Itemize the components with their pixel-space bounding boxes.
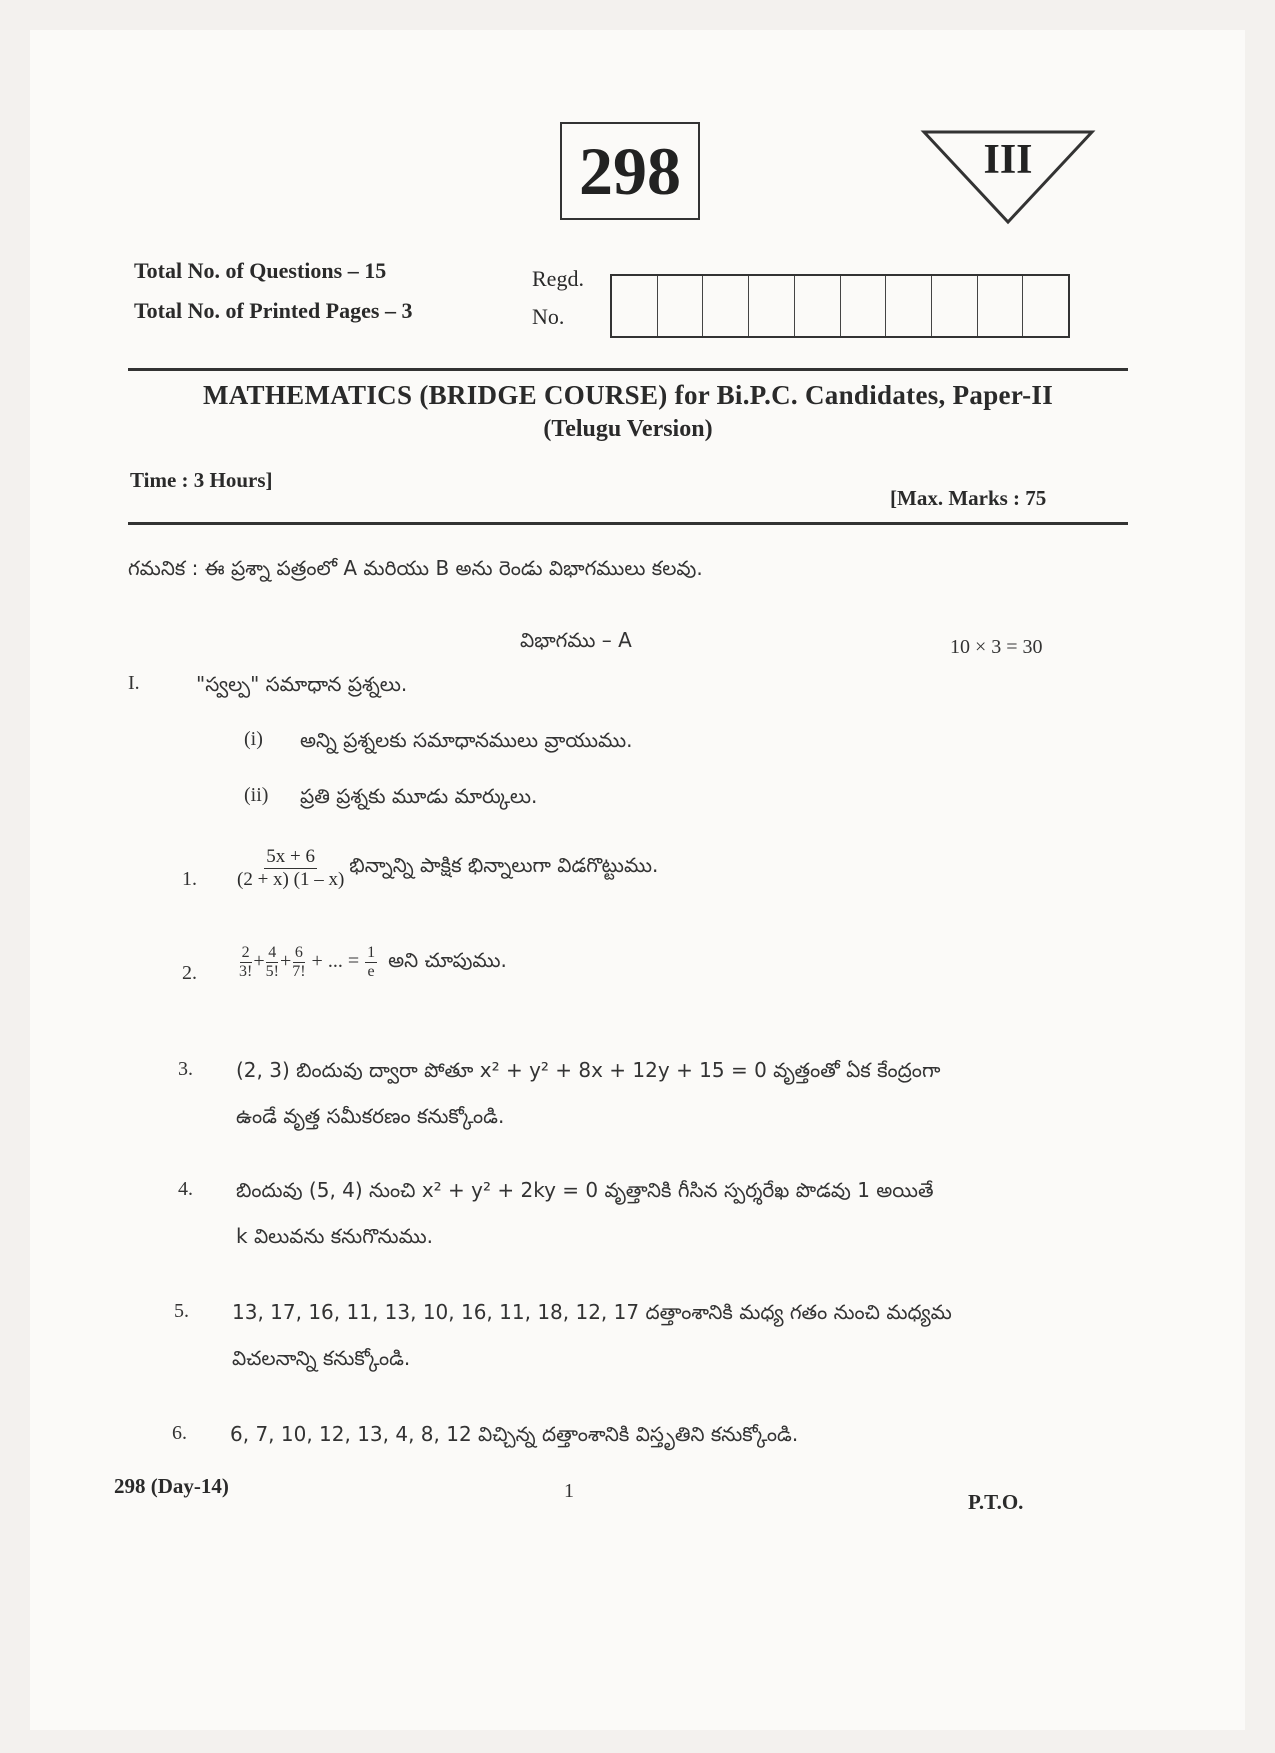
question-text: 6, 7, 10, 12, 13, 4, 8, 12 విచ్చిన్న దత్తాంశానికి విస్తృతిని కనుక్కోండి. bbox=[230, 1422, 799, 1446]
question-number: 3. bbox=[178, 1058, 193, 1080]
question-1 bbox=[236, 846, 658, 891]
question-2: $\frac{2}{3!}$ + $\frac{4}{5!}$ + $\frac{6}{7!}$ + ... = $\frac{1}{e}$ అని చూపుము. bbox=[239, 944, 507, 980]
section-roman-number: I. bbox=[128, 672, 140, 694]
regd-digit-box[interactable] bbox=[703, 276, 749, 336]
note-prefix: గమనిక : bbox=[128, 556, 199, 580]
fraction bbox=[365, 944, 377, 981]
question-number: 6. bbox=[172, 1422, 187, 1444]
fraction-numerator: 1 bbox=[367, 944, 376, 961]
instruction-text: అన్ని ప్రశ్నలకు సమాధానములు వ్రాయుము. bbox=[300, 728, 633, 752]
question-text: 13, 17, 16, 11, 13, 10, 16, 11, 18, 12, 17 దత్తాంశానికి మధ్య గతం నుంచి మధ్యమ bbox=[232, 1300, 952, 1324]
note-text: ఈ ప్రశ్నా పత్రంలో A మరియు B అను రెండు విభాగములు కలవు. bbox=[204, 556, 703, 580]
question-text: బిందువు (5, 4) నుంచి x² + y² + 2ky = 0 వృత్తానికి గీసిన స్పర్శరేఖ పొడవు 1 అయితే bbox=[236, 1178, 934, 1202]
section-marks: 10 × 3 = 30 bbox=[950, 636, 1043, 658]
regd-digit-box[interactable] bbox=[795, 276, 841, 336]
question-text: భిన్నాన్ని పాక్షిక భిన్నాలుగా విడగొట్టుము. bbox=[349, 853, 659, 878]
question-text: ఉండే వృత్త సమీకరణం కనుక్కోండి. bbox=[236, 1104, 505, 1128]
question-number: 5. bbox=[174, 1300, 189, 1322]
regd-digit-box[interactable] bbox=[932, 276, 978, 336]
regd-digit-box[interactable] bbox=[886, 276, 932, 336]
time-allowed: Time : 3 Hours] bbox=[130, 468, 273, 492]
question-text: అని చూపుము. bbox=[388, 948, 507, 973]
footer-paper-code: 298 (Day-14) bbox=[114, 1474, 229, 1498]
registration-number-boxes[interactable] bbox=[610, 274, 1070, 338]
total-pages: Total No. of Printed Pages – 3 bbox=[134, 298, 413, 323]
question-number: 1. bbox=[182, 868, 197, 890]
fraction-numerator: 6 bbox=[294, 944, 303, 961]
section-heading: "స్వల్ప" సమాధాన ప్రశ్నలు. bbox=[196, 672, 408, 696]
question-text: k విలువను కనుగొనుము. bbox=[236, 1224, 434, 1248]
total-questions: Total No. of Questions – 15 bbox=[134, 258, 387, 283]
fraction bbox=[237, 846, 344, 891]
section-title: విభాగము – A bbox=[520, 628, 632, 652]
instruction-marker: (ii) bbox=[244, 784, 269, 806]
question-number: 2. bbox=[182, 962, 197, 984]
fraction bbox=[266, 944, 279, 981]
regd-label: Regd. bbox=[532, 266, 584, 291]
divider bbox=[128, 522, 1128, 525]
paper-code-box: 298 bbox=[560, 122, 700, 220]
fraction-denominator: e bbox=[367, 963, 375, 980]
please-turn-over: P.T.O. bbox=[968, 1490, 1024, 1514]
regd-digit-box[interactable] bbox=[658, 276, 704, 336]
question-text: విచలనాన్ని కనుక్కోండి. bbox=[232, 1346, 411, 1370]
regd-no-label: No. bbox=[532, 304, 565, 329]
regd-digit-box[interactable] bbox=[1023, 276, 1068, 336]
regd-digit-box[interactable] bbox=[749, 276, 795, 336]
instructions-note bbox=[128, 556, 703, 585]
series-continuation: + ... = bbox=[311, 950, 360, 973]
fraction-denominator: 5! bbox=[265, 963, 279, 980]
fraction bbox=[239, 944, 252, 981]
fraction-denominator: 3! bbox=[239, 963, 253, 980]
instruction-text: ప్రతి ప్రశ్నకు మూడు మార్కులు. bbox=[300, 784, 538, 808]
divider bbox=[128, 368, 1128, 371]
fraction-numerator: 2 bbox=[241, 944, 250, 961]
page-number: 1 bbox=[564, 1480, 574, 1502]
question-number: 4. bbox=[178, 1178, 193, 1200]
fraction-denominator: 7! bbox=[292, 963, 306, 980]
paper-version: (Telugu Version) bbox=[543, 416, 713, 442]
max-marks: [Max. Marks : 75 bbox=[890, 486, 1047, 510]
instruction-marker: (i) bbox=[244, 728, 263, 750]
paper-title: MATHEMATICS (BRIDGE COURSE) for Bi.P.C. Candidates, Paper-II bbox=[202, 380, 1054, 410]
fraction-numerator: 5x + 6 bbox=[266, 846, 315, 867]
regd-digit-box[interactable] bbox=[978, 276, 1024, 336]
fraction-numerator: 4 bbox=[268, 944, 277, 961]
series-label: III bbox=[983, 137, 1033, 183]
fraction-denominator: (2 + x) (1 – x) bbox=[237, 869, 345, 890]
fraction bbox=[292, 944, 305, 981]
regd-digit-box[interactable] bbox=[612, 276, 658, 336]
question-text: (2, 3) బిందువు ద్వారా పోతూ x² + y² + 8x + 12y + 15 = 0 వృత్తంతో ఏక కేంద్రంగా bbox=[236, 1058, 941, 1082]
regd-digit-box[interactable] bbox=[841, 276, 887, 336]
